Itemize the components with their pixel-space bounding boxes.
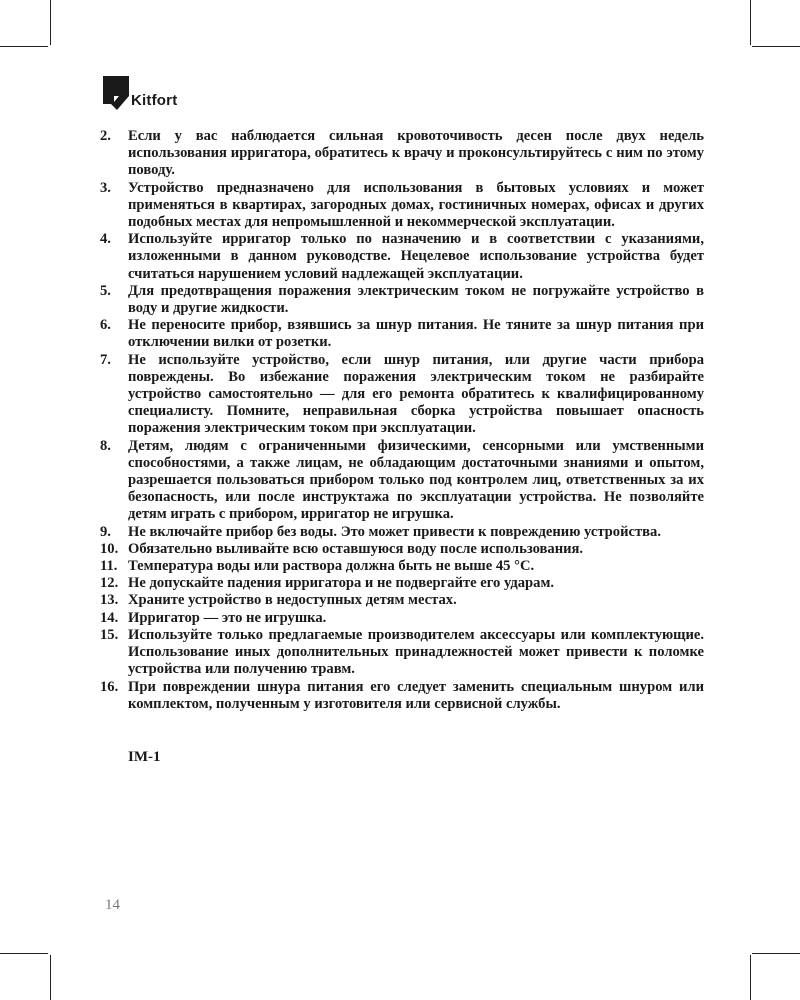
crop-mark: [750, 0, 751, 45]
list-item: [100, 627, 704, 679]
list-item-text: Не используйте устройство, если шнур питания, или другие части прибора повреждены. Во избежание поражения электрическим током не разбирайте устройство самостоятельно — для его ремонта обратитесь к квалифицированному специалисту. Помните, неправильная сборка устройства повышает опасность поражения электрическим током при эксплуатации.: [128, 351, 704, 437]
list-item-text: Храните устройство в недоступных детям местах.: [128, 592, 457, 609]
list-item-text: Обязательно выливайте всю оставшуюся воду после использования.: [128, 540, 584, 557]
list-item-text: Не переносите прибор, взявшись за шнур питания. Не тяните за шнур питания при отключении вилки от розетки.: [128, 317, 704, 351]
list-item-number: 10.: [100, 540, 119, 557]
list-item: [100, 283, 704, 317]
list-item: [100, 592, 704, 609]
list-item-text: Не включайте прибор без воды. Это может привести к повреждению устройства.: [128, 523, 661, 540]
list-item-number: 3.: [100, 179, 111, 196]
list-item-number: 5.: [100, 282, 111, 299]
kitfort-logo-icon: [103, 76, 129, 110]
list-item-text: Используйте ирригатор только по назначению и в соответствии с указаниями, изложенными в данном руководстве. Нецелевое использование устройства будет считаться нарушением условий надлежащей эксплуатации.: [128, 231, 704, 282]
list-item-text: Используйте только предлагаемые производителем аксессуары или комплектующие. Использование иных дополнительных принадлежностей может привести к поломке устройства или получению травм.: [128, 626, 704, 678]
crop-mark: [0, 953, 48, 954]
list-item-number: 9.: [100, 523, 111, 540]
list-item: [100, 575, 704, 592]
list-item-number: 4.: [100, 231, 111, 248]
list-item: [100, 231, 704, 283]
list-item-number: 7.: [100, 351, 111, 368]
list-item-number: 6.: [100, 317, 111, 334]
model-code: IM-1: [128, 749, 161, 765]
list-item: [100, 438, 704, 524]
crop-mark: [752, 953, 800, 954]
page-number: 14: [105, 897, 120, 913]
crop-mark: [752, 46, 800, 47]
list-item: [100, 541, 704, 558]
list-item-number: 16.: [100, 678, 119, 695]
list-item-number: 11.: [100, 558, 118, 575]
list-item-number: 12.: [100, 575, 119, 592]
list-item-number: 13.: [100, 592, 119, 609]
list-item-text: При повреждении шнура питания его следует заменить специальным шнуром или комплектом, полученным у изготовителя или сервисной службы.: [128, 678, 704, 712]
list-item: [100, 558, 704, 575]
crop-mark: [750, 955, 751, 1000]
crop-mark: [50, 0, 51, 45]
list-item-text: Температура воды или раствора должна быть не выше 45 °С.: [128, 558, 535, 575]
list-item: [100, 128, 704, 180]
list-item-number: 14.: [100, 609, 119, 626]
safety-instructions-list: [100, 128, 704, 713]
crop-mark: [0, 46, 48, 47]
list-item: [100, 352, 704, 438]
list-item-text: Устройство предназначено для использования в бытовых условиях и может применяться в квартирах, загородных домах, гостиничных номерах, офисах и других подобных местах для непромышленной и некоммерческой эксплуатации.: [128, 179, 704, 231]
list-item: [100, 317, 704, 351]
list-item: [100, 679, 704, 713]
list-item-number: 15.: [100, 626, 119, 643]
list-item-number: 2.: [100, 128, 111, 144]
crop-mark: [50, 955, 51, 1000]
list-item-text: Ирригатор — это не игрушка.: [128, 609, 327, 626]
list-item: [100, 180, 704, 232]
list-item: [100, 524, 704, 541]
list-item: [100, 610, 704, 627]
list-item-text: Детям, людям с ограниченными физическими, сенсорными или умственными способностями, а также лицам, не обладающим достаточными знаниями и опытом, разрешается пользоваться прибором только под контролем лиц, ответственных за их безопасность, или после инструктажа по эксплуатации устройства. Не позволяйте детям играть с прибором, ирригатор не игрушка.: [128, 437, 704, 523]
list-item-text: Не допускайте падения ирригатора и не подвергайте его ударам.: [128, 575, 555, 592]
list-item-text: Если у вас наблюдается сильная кровоточивость десен после двух недель использования ирригатора, обратитесь к врачу и проконсультируйтесь с ним по этому поводу.: [128, 128, 704, 179]
brand-logo: [103, 76, 177, 110]
brand-name: Kitfort: [131, 92, 178, 109]
list-item-number: 8.: [100, 437, 111, 454]
list-item-text: Для предотвращения поражения электрическим током не погружайте устройство в воду и другие жидкости.: [128, 282, 704, 317]
